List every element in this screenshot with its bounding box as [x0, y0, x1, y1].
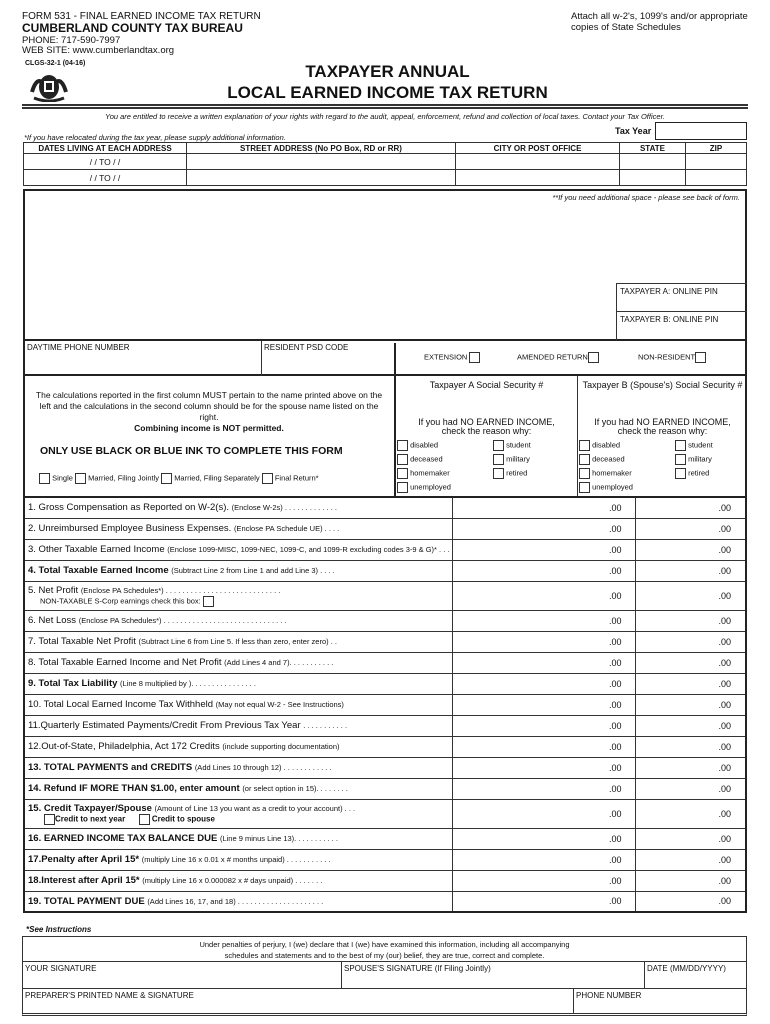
line-1-taxpayer-b-input[interactable]: .00 [636, 497, 746, 518]
reason-a-military[interactable] [493, 454, 530, 465]
line-7-taxpayer-b-input[interactable]: .00 [636, 631, 746, 652]
line-16-taxpayer-b-input[interactable]: .00 [636, 828, 746, 849]
reason-a-deceased[interactable] [397, 454, 443, 465]
state-input[interactable] [620, 170, 686, 186]
no-income-a: If you had NO EARNED INCOME, check the reason why: [418, 417, 555, 436]
married-jointly-checkbox[interactable] [75, 473, 86, 484]
amended-checkbox[interactable] [588, 352, 599, 363]
line-label: 19. TOTAL PAYMENT DUE (Add Lines 16, 17, and 18) . . . . . . . . . . . . . . . . . . . . . [24, 891, 453, 912]
extension-option[interactable]: EXTENSION [424, 352, 480, 363]
daytime-phone-input[interactable]: DAYTIME PHONE NUMBER [27, 343, 130, 352]
table-row [24, 715, 746, 736]
line-10-taxpayer-b-input[interactable]: .00 [636, 694, 746, 715]
table-row [24, 849, 746, 870]
line-label: 1. Gross Compensation as Reported on W-2(s). (Enclose W-2s) . . . . . . . . . . . . . [24, 497, 453, 518]
line-label: 6. Net Loss (Enclose PA Schedules*) . . . . . . . . . . . . . . . . . . . . . . . . . . . . . . [24, 610, 453, 631]
line-2-taxpayer-a-input[interactable]: .00 [453, 518, 636, 539]
reason-label: retired [506, 468, 528, 478]
checkbox[interactable] [579, 482, 590, 493]
checkbox[interactable] [493, 440, 504, 451]
line-label: 15. Credit Taxpayer/Spouse (Amount of Line 13 you want as a credit to your account) . . . Credit to next year Credit to spouse [24, 799, 453, 828]
table-row [24, 518, 746, 539]
checkbox[interactable] [579, 440, 590, 451]
checkbox[interactable] [675, 468, 686, 479]
reason-label: disabled [410, 440, 439, 450]
line-15-taxpayer-a-input[interactable]: .00 [453, 799, 636, 828]
col-city: CITY OR POST OFFICE [456, 143, 620, 154]
reason-label: student [688, 440, 713, 450]
address-row [24, 170, 747, 186]
reason-a-retired[interactable] [493, 468, 527, 479]
line-11-taxpayer-a-input[interactable]: .00 [453, 715, 636, 736]
s-corp-checkbox[interactable] [203, 596, 214, 607]
nonresident-checkbox[interactable] [695, 352, 706, 363]
table-row [24, 610, 746, 631]
checkbox[interactable] [579, 468, 590, 479]
reason-label: student [506, 440, 531, 450]
your-signature-field[interactable]: YOUR SIGNATURE [25, 964, 97, 973]
checkbox[interactable] [397, 440, 408, 451]
line-label: 4. Total Taxable Earned Income (Subtract Line 2 from Line 1 and add Line 3) . . . . [24, 560, 453, 581]
col-street: STREET ADDRESS (No PO Box, RD or RR) [187, 143, 456, 154]
line-label: 9. Total Tax Liability (Line 8 multiplied by ). . . . . . . . . . . . . . . . [24, 673, 453, 694]
line-14-taxpayer-a-input[interactable]: .00 [453, 778, 636, 799]
preparer-field[interactable]: PREPARER'S PRINTED NAME & SIGNATURE [25, 991, 194, 1000]
page-title: TAXPAYER ANNUAL LOCAL EARNED INCOME TAX RETURN [227, 62, 548, 102]
checkbox[interactable] [397, 468, 408, 479]
line-label: 18.Interest after April 15* (multiply Line 16 x 0.000082 x # days unpaid) . . . . . . . [24, 870, 453, 891]
line-8-taxpayer-b-input[interactable]: .00 [636, 652, 746, 673]
checkbox[interactable] [579, 454, 590, 465]
checkbox[interactable] [675, 440, 686, 451]
zip-input[interactable] [686, 170, 747, 186]
table-row [24, 560, 746, 581]
header-divider [22, 104, 748, 109]
checkbox[interactable] [397, 454, 408, 465]
reason-label: military [688, 454, 712, 464]
divider [394, 376, 396, 498]
line-label: 5. Net Profit (Enclose PA Schedules*) . . . . . . . . . . . . . . . . . . . . . . . . . . . . NON-TAXABLE S-Corp earnings check this box: [24, 581, 453, 610]
line-19-taxpayer-b-input[interactable]: .00 [636, 891, 746, 912]
checkbox[interactable] [493, 454, 504, 465]
city-input[interactable] [456, 154, 620, 170]
table-row [24, 581, 746, 610]
city-input[interactable] [456, 170, 620, 186]
reason-label: unemployed [592, 482, 633, 492]
reason-label: deceased [592, 454, 625, 464]
line-11-taxpayer-b-input[interactable]: .00 [636, 715, 746, 736]
dates-input[interactable]: / / TO / / [24, 154, 187, 170]
table-row [24, 828, 746, 849]
bureau-website: WEB SITE: www.cumberlandtax.org [22, 45, 175, 56]
s-corp-label: NON-TAXABLE S-Corp earnings check this box: [40, 595, 201, 605]
table-row [24, 497, 746, 518]
relocated-note: *If you have relocated during the tax year, please supply additional information. [24, 133, 286, 142]
line-12-taxpayer-a-input[interactable]: .00 [453, 736, 636, 757]
perjury-declaration: Under penalties of perjury, I (we) declare that I (we) have examined this information, including all accompanying schedules and statements and to the best of my (our) belief, they are true, correct and complete. [199, 940, 570, 960]
line-15-taxpayer-b-input[interactable]: .00 [636, 799, 746, 828]
line-label: 10. Total Local Earned Income Tax Withheld (May not equal W-2 - See Instructions) [24, 694, 453, 715]
ink-notice: ONLY USE BLACK OR BLUE INK TO COMPLETE THIS FORM [40, 445, 343, 457]
pin-b-input[interactable]: TAXPAYER B: ONLINE PIN [616, 311, 747, 341]
table-row [24, 652, 746, 673]
psd-code-input[interactable]: RESIDENT PSD CODE [261, 341, 394, 376]
checkbox[interactable] [493, 468, 504, 479]
attach-note: Attach all w-2's, 1099's and/or appropriate copies of State Schedules [571, 11, 748, 33]
reason-a-homemaker[interactable] [397, 468, 450, 479]
extension-checkbox[interactable] [469, 352, 480, 363]
reason-b-deceased[interactable] [579, 454, 625, 465]
line-label: 14. Refund IF MORE THAN $1.00, enter amount (or select option in 15). . . . . . . . [24, 778, 453, 799]
calculation-table [23, 496, 747, 913]
line-17-taxpayer-b-input[interactable]: .00 [636, 849, 746, 870]
reason-b-homemaker[interactable] [579, 468, 632, 479]
date-field[interactable]: DATE (MM/DD/YYYY) [644, 962, 747, 988]
line-17-taxpayer-a-input[interactable]: .00 [453, 849, 636, 870]
line-label: 16. EARNED INCOME TAX BALANCE DUE (Line 9 minus Line 13). . . . . . . . . . . [24, 828, 453, 849]
line-label: 17.Penalty after April 15* (multiply Line 16 x 0.01 x # months unpaid) . . . . . . . . . . . [24, 849, 453, 870]
line-7-taxpayer-a-input[interactable]: .00 [453, 631, 636, 652]
credit-spouse-checkbox[interactable] [139, 814, 150, 825]
line-label: 7. Total Taxable Net Profit (Subtract Line 6 from Line 5. If less than zero, enter zero) . . [24, 631, 453, 652]
reason-label: military [506, 454, 530, 464]
space-note: **If you need additional space - please see back of form. [552, 193, 740, 202]
reason-b-retired[interactable] [675, 468, 709, 479]
line-4-taxpayer-a-input[interactable]: .00 [453, 560, 636, 581]
line-18-taxpayer-a-input[interactable]: .00 [453, 870, 636, 891]
bureau-phone: PHONE: 717-590-7997 [22, 35, 121, 46]
line-8-taxpayer-a-input[interactable]: .00 [453, 652, 636, 673]
tax-year-label: Tax Year [615, 126, 652, 136]
line-label: 8. Total Taxable Earned Income and Net Profit (Add Lines 4 and 7). . . . . . . . . . . [24, 652, 453, 673]
table-row [24, 891, 746, 912]
col-dates: DATES LIVING AT EACH ADDRESS [24, 143, 187, 154]
no-income-b: If you had NO EARNED INCOME, check the reason why: [594, 417, 731, 436]
reason-b-unemployed[interactable] [579, 482, 633, 493]
reason-label: unemployed [410, 482, 451, 492]
line-label: 11.Quarterly Estimated Payments/Credit From Previous Tax Year . . . . . . . . . . . [24, 715, 453, 736]
zip-input[interactable] [686, 154, 747, 170]
table-row [24, 757, 746, 778]
line-12-taxpayer-b-input[interactable]: .00 [636, 736, 746, 757]
reason-b-military[interactable] [675, 454, 712, 465]
col-state: STATE [620, 143, 686, 154]
street-input[interactable] [187, 170, 456, 186]
line-18-taxpayer-b-input[interactable]: .00 [636, 870, 746, 891]
line-5-taxpayer-a-input[interactable]: .00 [453, 581, 636, 610]
preparer-phone-field[interactable]: PHONE NUMBER [573, 989, 747, 1014]
line-5-taxpayer-b-input[interactable]: .00 [636, 581, 746, 610]
dates-input[interactable]: / / TO / / [24, 170, 187, 186]
line-19-taxpayer-a-input[interactable]: .00 [453, 891, 636, 912]
line-4-taxpayer-b-input[interactable]: .00 [636, 560, 746, 581]
married-separately-checkbox[interactable] [161, 473, 172, 484]
line-16-taxpayer-a-input[interactable]: .00 [453, 828, 636, 849]
reason-b-disabled[interactable] [579, 440, 620, 451]
line-6-taxpayer-b-input[interactable]: .00 [636, 610, 746, 631]
reason-a-student[interactable] [493, 440, 531, 451]
see-instructions: *See Instructions [26, 925, 92, 934]
column-instructions: The calculations reported in the first column MUST pertain to the name printed above on the left and the calculations in the second column should be for the spouse name listed on the right. Combining income is NOT permitted. [35, 390, 383, 433]
checkbox[interactable] [397, 482, 408, 493]
pin-a-input[interactable]: TAXPAYER A: ONLINE PIN [616, 283, 747, 311]
line-label: 3. Other Taxable Earned Income (Enclose 1099-MISC, 1099-NEC, 1099-C, and 1099-R excluding codes 3-9 & G)* . . . [24, 539, 453, 560]
table-row [24, 736, 746, 757]
reason-label: homemaker [592, 468, 632, 478]
line-label: 2. Unreimbursed Employee Business Expenses. (Enclose PA Schedule UE) . . . . [24, 518, 453, 539]
table-row [24, 673, 746, 694]
form-title: FORM 531 - FINAL EARNED INCOME TAX RETURN [22, 11, 261, 22]
line-3-taxpayer-a-input[interactable]: .00 [453, 539, 636, 560]
line-9-taxpayer-b-input[interactable]: .00 [636, 673, 746, 694]
line-1-taxpayer-a-input[interactable]: .00 [453, 497, 636, 518]
line-2-taxpayer-b-input[interactable]: .00 [636, 518, 746, 539]
address-table [23, 142, 747, 186]
ssn-a-label: Taxpayer A Social Security # [429, 380, 544, 390]
reason-label: homemaker [410, 468, 450, 478]
reason-a-unemployed[interactable] [397, 482, 451, 493]
table-row [24, 778, 746, 799]
line-label: 13. TOTAL PAYMENTS and CREDITS (Add Lines 10 through 12) . . . . . . . . . . . . [24, 757, 453, 778]
table-row [24, 694, 746, 715]
line-9-taxpayer-a-input[interactable]: .00 [453, 673, 636, 694]
table-row [24, 631, 746, 652]
address-row [24, 154, 747, 170]
divider [394, 343, 396, 376]
table-row [24, 539, 746, 560]
street-input[interactable] [187, 154, 456, 170]
rights-notice: You are entitled to receive a written explanation of your rights with regard to the audit, appeal, enforcement, refund and collection of local taxes. Contact your Tax Officer. [105, 112, 665, 121]
line-label: 12.Out-of-State, Philadelphia, Act 172 Credits (include supporting documentation) [24, 736, 453, 757]
reason-label: disabled [592, 440, 621, 450]
line-14-taxpayer-b-input[interactable]: .00 [636, 778, 746, 799]
divider [577, 376, 578, 498]
single-checkbox[interactable] [39, 473, 50, 484]
spouse-signature-field[interactable]: SPOUSE'S SIGNATURE (If Filing Jointly) [341, 962, 644, 988]
table-row [24, 870, 746, 891]
tax-year-input[interactable] [655, 122, 747, 140]
line-13-taxpayer-b-input[interactable]: .00 [636, 757, 746, 778]
option-label: Credit to spouse [151, 814, 215, 824]
table-row [24, 799, 746, 828]
nonresident-option[interactable]: NON-RESIDENT [638, 352, 706, 363]
checkbox[interactable] [675, 454, 686, 465]
col-zip: ZIP [686, 143, 747, 154]
option-label: Credit to next year [55, 814, 126, 824]
reason-a-disabled[interactable] [397, 440, 438, 451]
ssn-b-label: Taxpayer B (Spouse's) Social Security # [582, 380, 743, 390]
line-10-taxpayer-a-input[interactable]: .00 [453, 694, 636, 715]
final-return-checkbox[interactable] [262, 473, 273, 484]
form-code: CLGS-32-1 (04-16) [25, 60, 86, 67]
line-13-taxpayer-a-input[interactable]: .00 [453, 757, 636, 778]
reason-b-student[interactable] [675, 440, 713, 451]
filing-status: Single Married, Filing Jointly Married, Filing Separately Final Return* [39, 473, 319, 484]
reason-label: retired [688, 468, 710, 478]
credit-next-year-checkbox[interactable] [44, 814, 55, 825]
line-3-taxpayer-b-input[interactable]: .00 [636, 539, 746, 560]
amended-option[interactable]: AMENDED RETURN [517, 352, 599, 363]
state-input[interactable] [620, 154, 686, 170]
reason-label: deceased [410, 454, 443, 464]
bureau-name: CUMBERLAND COUNTY TAX BUREAU [22, 21, 243, 35]
line-6-taxpayer-a-input[interactable]: .00 [453, 610, 636, 631]
